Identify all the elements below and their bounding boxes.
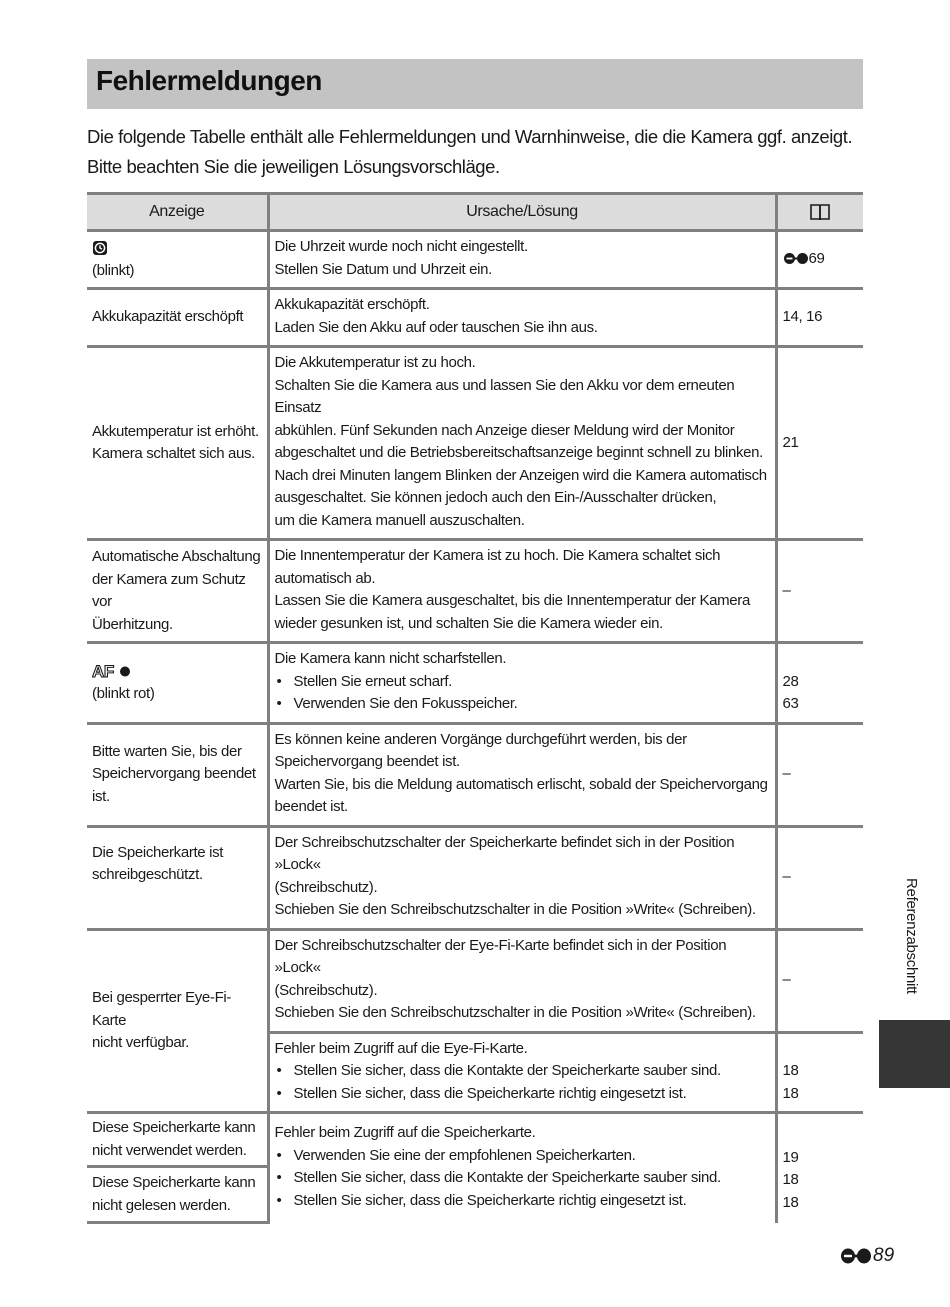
af-icon bbox=[92, 662, 132, 680]
ref-cell bbox=[776, 1032, 863, 1113]
display-cell bbox=[87, 1113, 268, 1167]
bullet-list bbox=[275, 671, 770, 716]
cause-line: Schalten Sie die Kamera aus und lassen Sie den Akku vor dem erneuten Einsatz bbox=[274, 376, 735, 416]
cause-cell bbox=[268, 289, 776, 347]
cause-line: Der Schreibschutzschalter der Eye-Fi-Karte befindet sich in der Position »Lock« bbox=[274, 936, 727, 976]
table-row bbox=[87, 643, 863, 724]
intro-line-1: Die folgende Tabelle enthält alle Fehlermeldungen und Warnhinweise, die die Kamera ggf. anzeigt. bbox=[87, 126, 853, 147]
bullet-item: • Stellen Sie erneut scharf. bbox=[275, 671, 770, 694]
cause-line: (Schreibschutz). bbox=[274, 878, 378, 896]
cause-line: Die Uhrzeit wurde noch nicht eingestellt. bbox=[274, 238, 528, 255]
display-cell bbox=[87, 1167, 268, 1223]
cause-line: wieder gesunken ist, und schalten Sie die Kamera wieder ein. bbox=[274, 614, 663, 632]
ref-cell bbox=[776, 643, 863, 724]
cause-line: (Schreibschutz). bbox=[274, 981, 378, 999]
cause-line: Der Schreibschutzschalter der Speicherkarte befindet sich in der Position »Lock« bbox=[274, 833, 735, 873]
clock-icon bbox=[92, 240, 108, 256]
title-bar bbox=[87, 59, 863, 109]
header-ref bbox=[776, 194, 863, 231]
display-line: Überhitzung. bbox=[92, 615, 173, 633]
error-table bbox=[87, 192, 863, 1224]
table-row bbox=[87, 723, 863, 826]
display-line: Bei gesperrter Eye-Fi-Karte bbox=[92, 989, 232, 1029]
cause-line: Die Kamera kann nicht scharfstellen. bbox=[274, 650, 507, 667]
display-line: nicht verfügbar. bbox=[92, 1034, 189, 1051]
cause-cell bbox=[268, 723, 776, 826]
bullet-item: • Stellen Sie sicher, dass die Speicherkarte richtig eingesetzt ist. bbox=[275, 1190, 770, 1213]
ref-cell: – bbox=[776, 929, 863, 1032]
cause-line: Die Akkutemperatur ist zu hoch. bbox=[274, 354, 476, 371]
ref-page: 18 bbox=[782, 1062, 799, 1079]
cause-line: Fehler beim Zugriff auf die Speicherkarte. bbox=[274, 1124, 536, 1142]
cause-line: Es können keine anderen Vorgänge durchgeführt werden, bis der bbox=[274, 730, 687, 748]
ref-cell: 21 bbox=[776, 347, 863, 540]
cause-line: Nach drei Minuten langem Blinken der Anzeigen wird die Kamera automatisch bbox=[274, 466, 767, 484]
table-row bbox=[87, 826, 863, 929]
ref-cell: – bbox=[776, 826, 863, 929]
bullet-item: • Stellen Sie sicher, dass die Kontakte der Speicherkarte sauber sind. bbox=[275, 1060, 770, 1083]
display-cell bbox=[87, 929, 268, 1113]
intro-text bbox=[87, 122, 877, 182]
cause-line: Schieben Sie den Schreibschutzschalter in die Position »Write« (Schreiben). bbox=[274, 1004, 756, 1021]
section-tab bbox=[879, 1020, 950, 1088]
table-row bbox=[87, 929, 863, 1032]
cause-line: abkühlen. Fünf Sekunden nach Anzeige dieser Meldung wird der Monitor bbox=[274, 421, 735, 439]
ref-cell: 14, 16 bbox=[776, 289, 863, 347]
display-line: Speichervorgang beendet bbox=[92, 765, 256, 783]
display-line: Diese Speicherkarte kann bbox=[92, 1119, 256, 1136]
display-line: schreibgeschützt. bbox=[92, 866, 203, 883]
display-line: Die Speicherkarte ist bbox=[92, 843, 224, 861]
display-subtext: (blinkt rot) bbox=[92, 684, 155, 702]
bullet-item: • Stellen Sie sicher, dass die Kontakte der Speicherkarte sauber sind. bbox=[275, 1167, 770, 1190]
display-line: Akkutemperatur ist erhöht. bbox=[92, 422, 259, 440]
reference-icon bbox=[783, 252, 809, 265]
cause-cell bbox=[268, 231, 776, 289]
intro-line-2: Bitte beachten Sie die jeweiligen Lösungsvorschläge. bbox=[87, 156, 500, 177]
ref-cell: – bbox=[776, 723, 863, 826]
cause-cell bbox=[268, 643, 776, 724]
display-line: Kamera schaltet sich aus. bbox=[92, 445, 255, 462]
bullet-list bbox=[275, 1145, 770, 1213]
display-subtext: (blinkt) bbox=[92, 261, 135, 279]
cause-line: beendet ist. bbox=[274, 798, 348, 815]
page-number bbox=[840, 1245, 894, 1267]
bullet-list bbox=[275, 1060, 770, 1105]
ref-page: 63 bbox=[782, 695, 799, 712]
bullet-item: • Verwenden Sie eine der empfohlenen Speicherkarten. bbox=[275, 1145, 770, 1168]
table-row bbox=[87, 540, 863, 643]
cause-line: Stellen Sie Datum und Uhrzeit ein. bbox=[274, 260, 492, 278]
header-cause: Ursache/Lösung bbox=[268, 194, 776, 231]
display-line: Bitte warten Sie, bis der bbox=[92, 742, 242, 760]
display-cell bbox=[87, 643, 268, 724]
cause-line: Warten Sie, bis die Meldung automatisch erlischt, sobald der Speichervorgang bbox=[274, 775, 768, 793]
display-cell bbox=[87, 540, 268, 643]
table-row bbox=[87, 347, 863, 540]
cause-cell bbox=[268, 540, 776, 643]
table-row bbox=[87, 231, 863, 289]
display-cell bbox=[87, 723, 268, 826]
cause-line: Fehler beim Zugriff auf die Eye-Fi-Karte. bbox=[274, 1039, 528, 1057]
header-display: Anzeige bbox=[87, 194, 268, 231]
cause-cell bbox=[268, 1113, 776, 1223]
ref-cell bbox=[776, 1113, 863, 1223]
cause-line: Lassen Sie die Kamera ausgeschaltet, bis die Innentemperatur der Kamera bbox=[274, 592, 750, 609]
display-line: nicht gelesen werden. bbox=[92, 1196, 231, 1214]
ref-page: 69 bbox=[808, 250, 825, 268]
cause-line: Schieben Sie den Schreibschutzschalter in die Position »Write« (Schreiben). bbox=[274, 901, 756, 918]
cause-cell bbox=[268, 929, 776, 1032]
table-header-row bbox=[87, 194, 863, 231]
cause-line: Laden Sie den Akku auf oder tauschen Sie ihn aus. bbox=[274, 318, 598, 336]
cause-line: abgeschaltet und die Betriebsbereitschaftsanzeige beginnt schnell zu blinken. bbox=[274, 444, 763, 461]
reference-icon bbox=[840, 1247, 872, 1265]
cause-line: ausgeschaltet. Sie können jedoch auch den Ein-/Ausschalter drücken, bbox=[274, 489, 717, 506]
ref-page: 18 bbox=[782, 1171, 799, 1188]
display-cell bbox=[87, 347, 268, 540]
display-cell bbox=[87, 231, 268, 289]
cause-cell bbox=[268, 347, 776, 540]
ref-cell: – bbox=[776, 540, 863, 643]
display-line: Automatische Abschaltung bbox=[92, 548, 261, 565]
display-line: der Kamera zum Schutz vor bbox=[92, 570, 246, 610]
display-line: Diese Speicherkarte kann bbox=[92, 1174, 256, 1191]
book-icon bbox=[809, 203, 831, 221]
cause-line: Die Innentemperatur der Kamera ist zu hoch. Die Kamera schaltet sich bbox=[274, 547, 721, 564]
ref-page: 18 bbox=[782, 1084, 799, 1102]
page-number-text: 89 bbox=[873, 1245, 895, 1266]
svg-text:AF: AF bbox=[92, 662, 114, 681]
display-cell bbox=[87, 826, 268, 929]
page-title: Fehlermeldungen bbox=[96, 65, 322, 96]
cause-cell bbox=[268, 1032, 776, 1113]
bullet-item: • Verwenden Sie den Fokusspeicher. bbox=[275, 693, 770, 716]
cause-line: um die Kamera manuell auszuschalten. bbox=[274, 511, 525, 529]
cause-line: Speichervorgang beendet ist. bbox=[274, 753, 460, 770]
ref-page: 19 bbox=[782, 1148, 799, 1166]
display-line: ist. bbox=[92, 787, 110, 805]
ref-cell bbox=[776, 231, 863, 289]
cause-cell bbox=[268, 826, 776, 929]
bullet-item: • Stellen Sie sicher, dass die Speicherkarte richtig eingesetzt ist. bbox=[275, 1083, 770, 1106]
table-row bbox=[87, 1113, 863, 1167]
cause-line: automatisch ab. bbox=[274, 569, 376, 587]
section-label: Referenzabschnitt bbox=[903, 878, 920, 994]
display-cell: Akkukapazität erschöpft bbox=[87, 289, 268, 347]
table-row bbox=[87, 289, 863, 347]
ref-page: 28 bbox=[782, 672, 799, 690]
cause-line: Akkukapazität erschöpft. bbox=[274, 296, 430, 313]
display-line: nicht verwendet werden. bbox=[92, 1141, 247, 1159]
ref-page: 18 bbox=[782, 1193, 799, 1211]
